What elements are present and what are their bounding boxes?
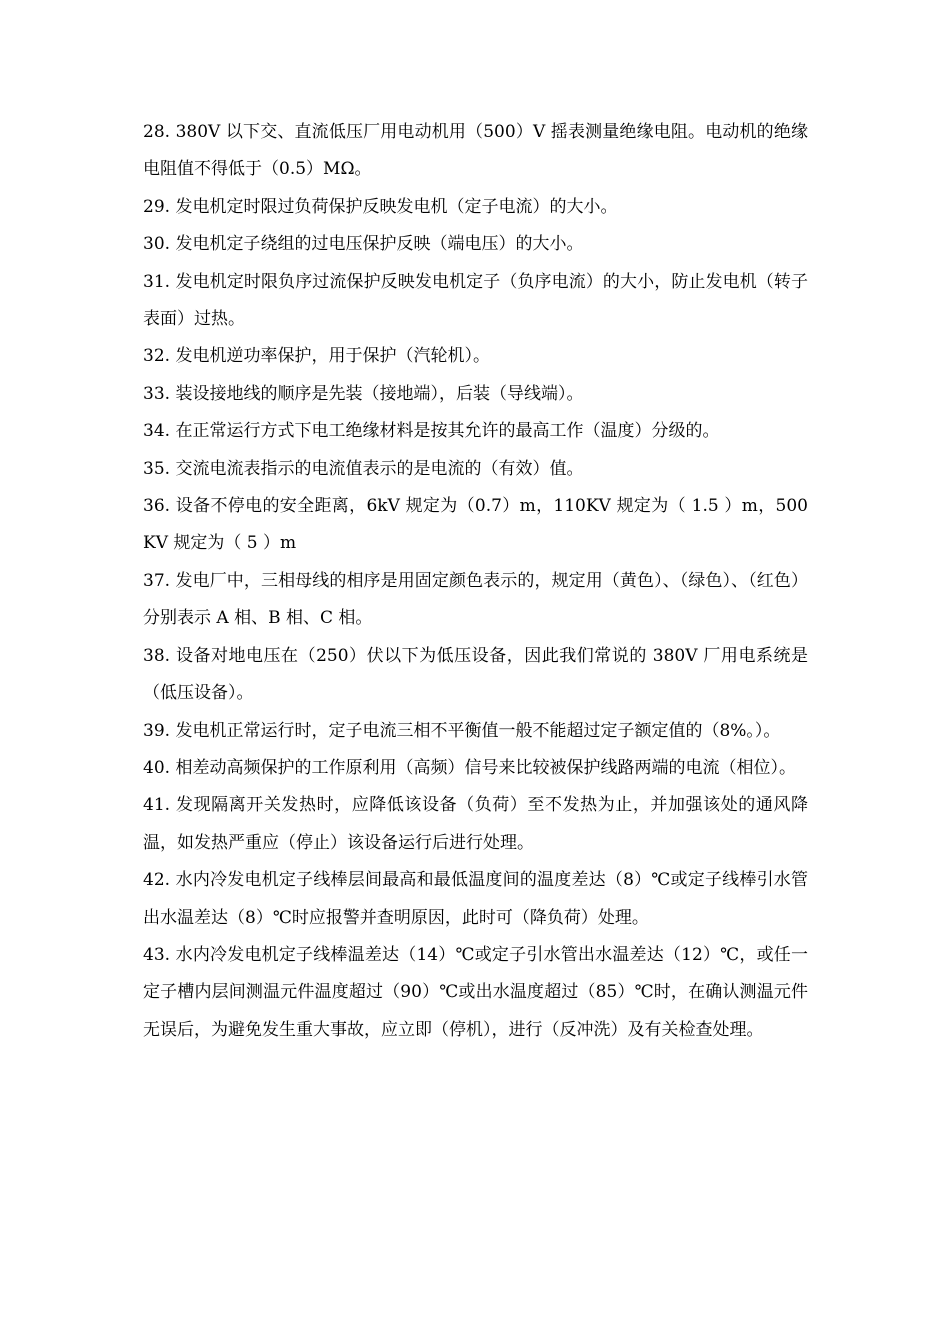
item-39: 39. 发电机正常运行时，定子电流三相不平衡值一般不能超过定子额定值的（8%。）。	[143, 720, 781, 741]
item-37: 37. 发电厂中，三相母线的相序是用固定颜色表示的，规定用（黄色）、（绿色）、（红色）分别表示 A 相、B 相、C 相。	[143, 570, 808, 629]
item-28: 28. 380V 以下交、直流低压厂用电动机用（500）V 摇表测量绝缘电阻。电动机的绝缘电阻值不得低于（0.5）MΩ。	[143, 122, 808, 180]
item-34: 34. 在正常运行方式下电工绝缘材料是按其允许的最高工作（温度）分级的。	[143, 421, 720, 442]
item-31: 31. 发电机定时限负序过流保护反映发电机定子（负序电流）的大小，防止发电机（转子表面）过热。	[143, 271, 808, 330]
item-43: 43. 水内冷发电机定子线棒温差达（14）℃或定子引水管出水温差达（12）℃，或任一定子槽内层间测温元件温度超过（90）℃或出水温度超过（85）℃时，在确认测温元件无误后，为避免发生重大事故，应立即（停机），进行（反冲洗）及有关检查处理。	[143, 944, 808, 1040]
item-41: 41. 发现隔离开关发热时，应降低该设备（负荷）至不发热为止，并加强该处的通风降温，如发热严重应（停止）该设备运行后进行处理。	[143, 795, 808, 853]
item-33: 33. 装设接地线的顺序是先装（接地端），后装（导线端）。	[143, 383, 584, 404]
item-36: 36. 设备不停电的安全距离，6kV 规定为（0.7）m，110KV 规定为（ 1.5 ）m，500KV 规定为（ 5 ）m	[143, 496, 808, 554]
item-32: 32. 发电机逆功率保护，用于保护（汽轮机）。	[143, 346, 490, 367]
item-30: 30. 发电机定子绕组的过电压保护反映（端电压）的大小。	[143, 234, 584, 255]
item-38: 38. 设备对地电压在（250）伏以下为低压设备，因此我们常说的 380V 厂用电系统是（低压设备）。	[143, 645, 808, 704]
item-29: 29. 发电机定时限过负荷保护反映发电机（定子电流）的大小。	[143, 196, 618, 217]
item-42: 42. 水内冷发电机定子线棒层间最高和最低温度间的温度差达（8）℃或定子线棒引水管出水温差达（8）℃时应报警并查明原因，此时可（降负荷）处理。	[143, 870, 808, 928]
document-body	[143, 114, 808, 1049]
item-35: 35. 交流电流表指示的电流值表示的是电流的（有效）值。	[143, 458, 584, 479]
item-40: 40. 相差动高频保护的工作原利用（高频）信号来比较被保护线路两端的电流（相位）。	[143, 757, 796, 778]
